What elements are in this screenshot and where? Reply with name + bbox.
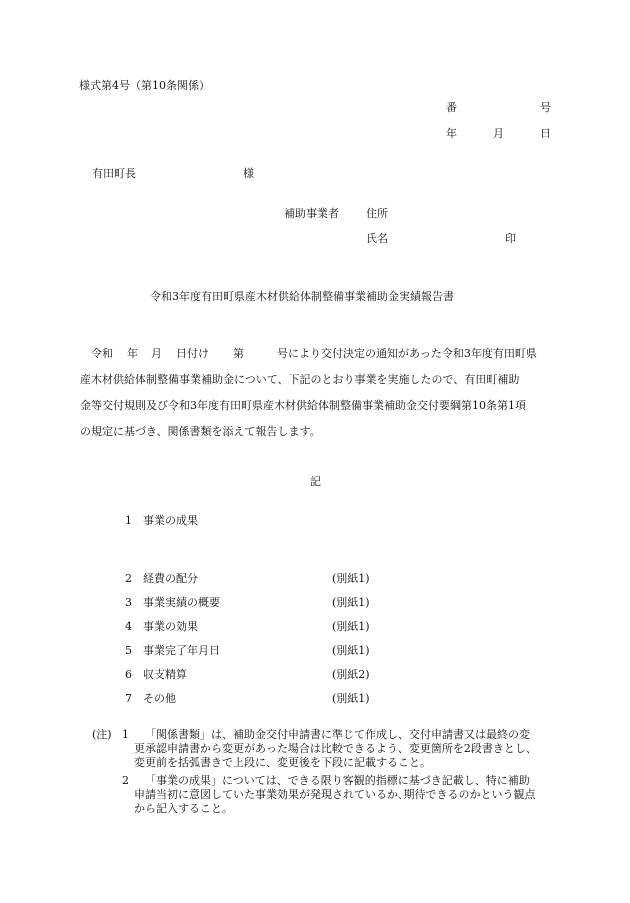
list-item [0, 573, 630, 587]
seal-label: 印 [505, 232, 516, 245]
body-line-3: 金等交付規則及び令和3年度有田町県産木材供給体制整備事業補助金交付要綱第10条第1項 [80, 399, 526, 412]
list-item [0, 597, 630, 611]
list-item [0, 669, 630, 683]
list-item [0, 515, 630, 529]
date-year-label: 年 [446, 127, 457, 140]
item-reference: (別紙1) [332, 620, 370, 633]
list-item [0, 645, 630, 659]
item-reference: (別紙1) [332, 572, 370, 585]
body-paragraph [80, 341, 560, 445]
body-line1-rest: 号により交付決定の通知があった令和3年度有田町県 [277, 347, 537, 360]
body-day: 日付け [176, 347, 209, 360]
applicant-name-label: 氏名 [366, 232, 388, 245]
applicant-role: 補助事業者 [284, 207, 339, 220]
item-label: 収支精算 [143, 668, 187, 681]
item-number: 2 [125, 572, 132, 585]
item-label: 事業実績の概要 [143, 596, 220, 609]
ki-heading: 記 [310, 475, 321, 488]
item-number: 6 [125, 668, 132, 681]
list-item [0, 693, 630, 707]
note-2-number: 2 [122, 774, 129, 787]
body-reiwa: 令和 [91, 347, 113, 360]
document-title: 令和3年度有田町県産木材供給体制整備事業補助金実績報告書 [150, 290, 454, 303]
form-number-label: 様式第4号（第10条関係） [79, 79, 210, 92]
note-2-line-3: から記入すること。 [134, 802, 233, 815]
body-month: 月 [151, 347, 162, 360]
list-item [0, 621, 630, 635]
addressee-name: 有田町長 [92, 167, 136, 180]
note-2-line-2: 申請当初に意図していた事業効果が発現されているか､期待できるのかという観点 [134, 788, 536, 801]
body-line-4: の規定に基づき、関係書類を添えて報告します。 [80, 425, 321, 438]
applicant-address-label: 住所 [366, 207, 388, 220]
item-number: 5 [125, 644, 132, 657]
note-1-line-3: 変更前を括弧書きで上段に、変更後を下段に記載すること。 [134, 756, 431, 769]
body-year: 年 [127, 347, 138, 360]
body-line-1 [80, 341, 560, 367]
note-1-number: 1 [122, 728, 129, 741]
notes-prefix: (注) [92, 728, 112, 741]
document-number-suffix: 号 [540, 101, 551, 114]
note-1-line-2: 更承認申請書から変更があった場合は比較できるよう、変更箇所を2段書きとし、 [134, 742, 537, 755]
item-reference: (別紙1) [332, 596, 370, 609]
item-label: 事業の成果 [143, 514, 198, 527]
date-month-label: 月 [493, 127, 504, 140]
note-2-line-1: 「事業の成果」については、できる限り客観的指標に基づき記載し、特に補助 [145, 774, 530, 787]
item-number: 7 [125, 692, 132, 705]
item-reference: (別紙1) [332, 692, 370, 705]
body-dai: 第 [233, 347, 244, 360]
item-label: その他 [143, 692, 176, 705]
item-number: 1 [125, 514, 132, 527]
item-reference: (別紙1) [332, 644, 370, 657]
addressee-honorific: 様 [243, 167, 254, 180]
item-label: 経費の配分 [143, 572, 198, 585]
note-1-line-1: 「関係書類」は、補助金交付申請書に準じて作成し、交付申請書又は最終の変 [145, 728, 530, 741]
item-reference: (別紙2) [332, 668, 370, 681]
item-label: 事業の効果 [143, 620, 198, 633]
document-number-label: 番 [446, 101, 457, 114]
item-number: 4 [125, 620, 132, 633]
item-number: 3 [125, 596, 132, 609]
body-line-2: 産木材供給体制整備事業補助金について、下記のとおり事業を実施したので、有田町補助 [80, 373, 520, 386]
date-day-label: 日 [540, 127, 551, 140]
item-label: 事業完了年月日 [143, 644, 220, 657]
